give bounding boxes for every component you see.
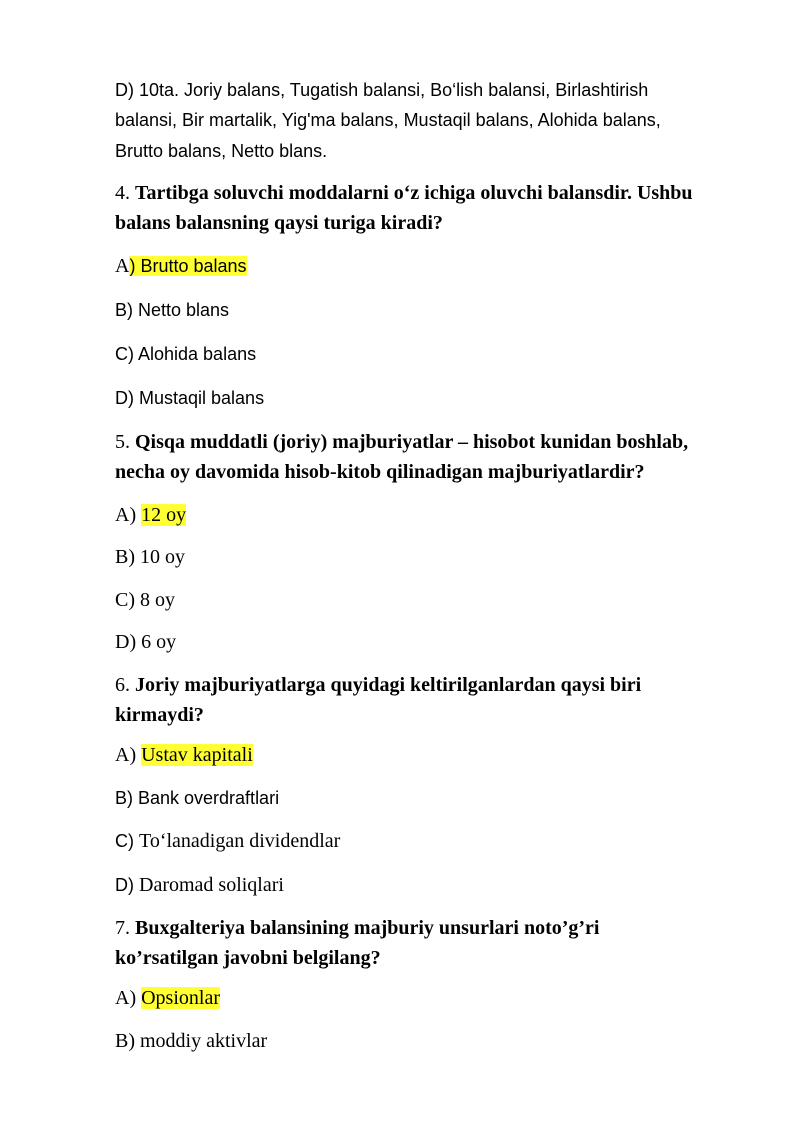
q5-option-a xyxy=(115,503,186,528)
q7-option-a xyxy=(115,986,220,1011)
q6-option-d-text: Daromad soliqlari xyxy=(139,874,284,896)
q4-option-d: D) Mustaqil balans xyxy=(115,388,265,408)
q4-number: 4. xyxy=(115,182,135,204)
q6-option-a-prefix: A) xyxy=(115,744,142,766)
q6-option-d xyxy=(115,873,284,898)
q6-option-a-answer: Ustav kapitali xyxy=(141,744,253,766)
q5-question-line2: necha oy davomida hisob-kitob qilinadigan majburiyatlardir? xyxy=(115,461,645,483)
q4-option-c: C) Alohida balans xyxy=(115,344,257,364)
q5-option-c: C) 8 oy xyxy=(115,589,175,611)
q7-option-b: B) moddiy aktivlar xyxy=(115,1030,268,1052)
q6-option-d-prefix: D) xyxy=(115,875,139,895)
q4-option-a xyxy=(115,254,247,279)
q6-option-c xyxy=(115,829,340,854)
q4-text1: Tartibga soluvchi moddalarni o‘z ichiga oluvchi balansdir. Ushbu xyxy=(135,182,693,204)
q6-question-line2: kirmaydi? xyxy=(115,704,204,726)
q6-question-line1 xyxy=(115,673,641,698)
q4-option-a-prefix: A xyxy=(115,255,130,277)
q5-number: 5. xyxy=(115,431,135,453)
q3-option-d-line3: Brutto balans, Netto blans. xyxy=(115,141,328,161)
q4-question-line1 xyxy=(115,181,693,206)
q3-option-d-prefix: D) 10ta. xyxy=(115,80,185,100)
q4-option-a-answer: ) Brutto balans xyxy=(129,256,247,276)
q7-option-a-answer: Opsionlar xyxy=(141,987,220,1009)
q7-question-line2: ko’rsatilgan javobni belgilang? xyxy=(115,947,381,969)
q3-option-d-text1: Joriy balans, Tugatish balansi, Bo‘lish balansi, Birlashtirish xyxy=(184,80,649,100)
q6-text1: Joriy majburiyatlarga quyidagi keltirilganlardan qaysi biri xyxy=(135,674,642,696)
q5-option-b: B) 10 oy xyxy=(115,546,185,568)
q7-option-a-prefix: A) xyxy=(115,987,142,1009)
q5-question-line1 xyxy=(115,430,688,455)
q6-number: 6. xyxy=(115,674,135,696)
q4-question-line2: balans balansning qaysi turiga kiradi? xyxy=(115,212,443,234)
q6-option-c-prefix: C) xyxy=(115,831,139,851)
q5-option-a-answer: 12 oy xyxy=(141,504,187,526)
q5-option-a-prefix: A) xyxy=(115,504,142,526)
q6-option-b: B) Bank overdraftlari xyxy=(115,788,280,808)
q4-option-b: B) Netto blans xyxy=(115,300,230,320)
q3-option-d-line2: balansi, Bir martalik, Yig'ma balans, Mustaqil balans, Alohida balans, xyxy=(115,110,661,130)
q6-option-c-text: To‘lanadigan dividendlar xyxy=(139,830,341,852)
q3-option-d-line1 xyxy=(115,78,648,103)
q7-number: 7. xyxy=(115,917,135,939)
q6-option-a xyxy=(115,743,253,768)
q7-text1: Buxgalteriya balansining majburiy unsurlari noto’g’ri xyxy=(135,917,600,939)
q7-question-line1 xyxy=(115,916,600,941)
q5-option-d: D) 6 oy xyxy=(115,631,177,653)
q5-text1: Qisqa muddatli (joriy) majburiyatlar – hisobot kunidan boshlab, xyxy=(135,431,689,453)
